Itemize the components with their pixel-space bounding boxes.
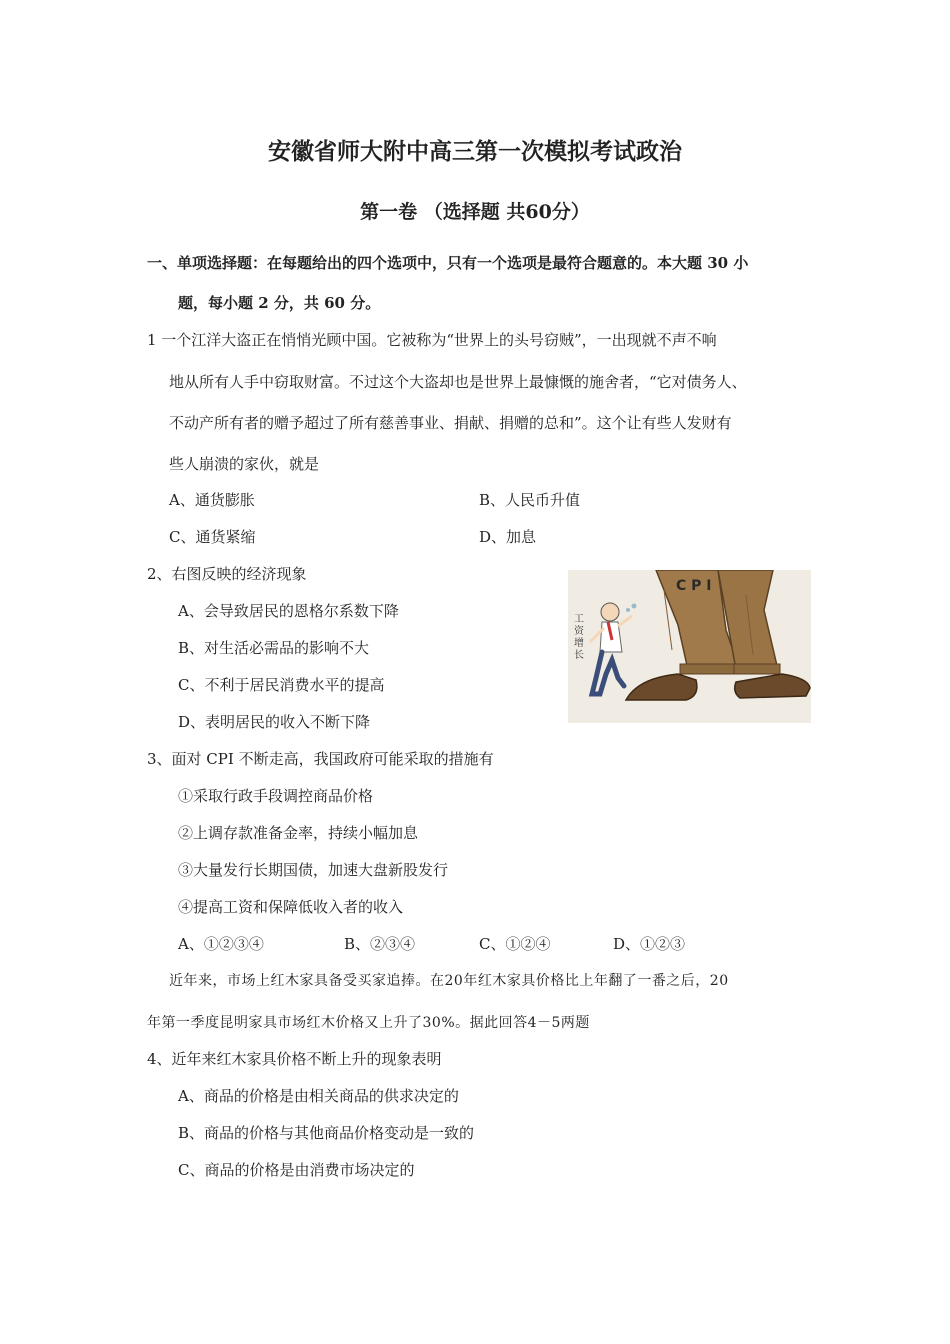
q2-option-b: B、对生活必需品的影响不大: [178, 639, 370, 657]
q1-option-a: A、通货膨胀: [169, 491, 255, 509]
wage-label-2: 资: [574, 626, 584, 637]
q1-line-2: 地从所有人手中窃取财富。不过这个大盗却也是世界上最慷慨的施舍者，“它对债务人、: [169, 373, 747, 391]
q3-item-4: ④提高工资和保障低收入者的收入: [178, 898, 404, 916]
wage-label-1: 工: [574, 614, 584, 625]
q1-option-d: D、加息: [479, 528, 537, 546]
page-title: 安徽省师大附中高三第一次模拟考试政治: [268, 138, 682, 165]
q1-option-c: C、通货紧缩: [169, 528, 256, 546]
q4-stem: 4、近年来红木家具价格不断上升的现象表明: [147, 1050, 442, 1068]
q1-line-4: 些人崩溃的家伙，就是: [169, 455, 320, 473]
wage-label-3: 增: [574, 638, 584, 649]
q3-item-2: ②上调存款准备金率，持续小幅加息: [178, 824, 419, 842]
section-heading-line-2: 题，每小题 2 分，共 60 分。: [178, 294, 381, 312]
section-heading-line-1: 一、单项选择题：在每题给出的四个选项中，只有一个选项是最符合题意的。本大题 30 小: [147, 254, 749, 272]
cpi-cartoon-figure: [568, 570, 811, 723]
q1-option-b: B、人民币升值: [479, 491, 581, 509]
q1-line-1: 1 一个江洋大盗正在悄悄光顾中国。它被称为“世界上的头号窃贼”，一出现就不声不响: [147, 331, 717, 349]
q4-option-b: B、商品的价格与其他商品价格变动是一致的: [178, 1124, 475, 1142]
q3-option-c: C、①②④: [479, 935, 551, 953]
q3-option-a: A、①②③④: [178, 935, 264, 953]
q3-stem: 3、面对 CPI 不断走高，我国政府可能采取的措施有: [147, 750, 494, 768]
q1-line-3: 不动产所有者的赠予超过了所有慈善事业、捐献、捐赠的总和”。这个让有些人发财有: [169, 414, 732, 432]
cpi-cartoon-icon: [568, 570, 811, 723]
q2-option-a: A、会导致居民的恩格尔系数下降: [178, 602, 399, 620]
q2-option-c: C、不利于居民消费水平的提高: [178, 676, 385, 694]
wage-label-4: 长: [574, 650, 584, 661]
passage-line-1: 近年来，市场上红木家具备受买家追捧。在20年红木家具价格比上年翻了一番之后，20: [169, 973, 729, 989]
q4-option-c: C、商品的价格是由消费市场决定的: [178, 1161, 415, 1179]
q3-option-d: D、①②③: [613, 935, 686, 953]
q4-option-a: A、商品的价格是由相关商品的供求决定的: [178, 1087, 459, 1105]
q3-item-1: ①采取行政手段调控商品价格: [178, 787, 374, 805]
page-subtitle: 第一卷 （选择题 共60分）: [360, 201, 590, 223]
passage-line-2: 年第一季度昆明家具市场红木价格又上升了30%。据此回答4－5两题: [147, 1015, 590, 1031]
q3-option-b: B、②③④: [344, 935, 416, 953]
cpi-label: C P I: [676, 578, 712, 594]
q3-item-3: ③大量发行长期国债，加速大盘新股发行: [178, 861, 449, 879]
q2-option-d: D、表明居民的收入不断下降: [178, 713, 371, 731]
q2-stem: 2、右图反映的经济现象: [147, 565, 307, 583]
